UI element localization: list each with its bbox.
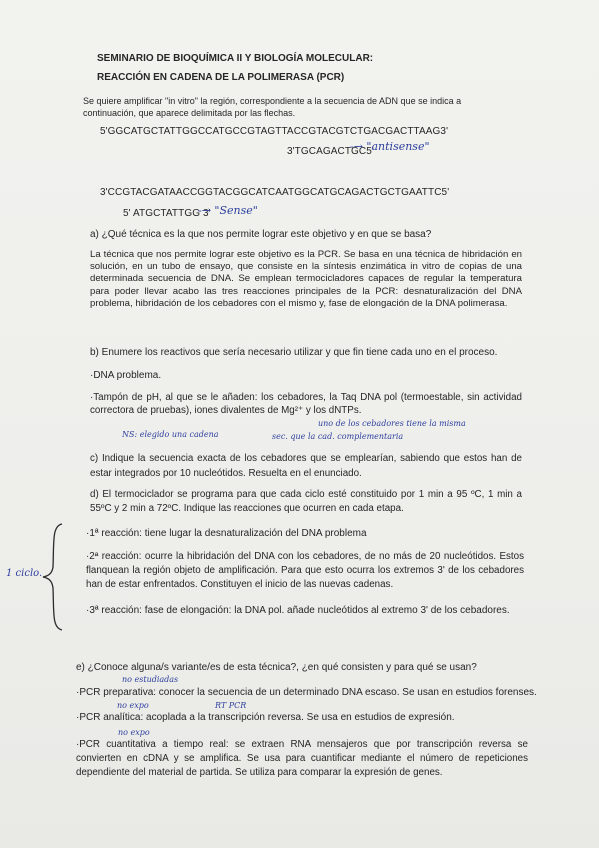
handwritten-sense-note: -→ "Sense"	[198, 204, 258, 217]
step-1: ·1ª reacción: tiene lugar la desnaturalización del DNA problema	[86, 528, 367, 539]
answer-a: La técnica que nos permite lograr este objetivo es la PCR. Se basa en una técnica de hibridación en solución, en un tubo de ensayo, que consiste en la síntesis enzimática in vitro de copias de una determinada secuencia de DNA. Se emplean termocicladores capaces de regular la temperatura para poder llevar acabo las tres reacciones principales de la PCR: desnaturalización del DNA problema, hibridación de los cebadores con el mismo y, fase de elongación de la DNA polimerasa.	[90, 249, 522, 309]
handwritten-note-e2: no expo	[117, 701, 149, 710]
title-line-1: SEMINARIO DE BIOQUÍMICA II Y BIOLOGÍA MOLECULAR:	[97, 53, 374, 64]
intro-line-2: continuación, que aparece delimitada por las flechas.	[83, 108, 296, 118]
variant-quantitative: ·PCR cuantitativa a tiempo real: se extraen RNA mensajeros que por transcripción reversa se convierten en cDNA y se amplifica. Se usa para cuantificar mediante el número de repeticiones dependiente del material de partida. Se utiliza para comparar la expresión de genes.	[76, 739, 528, 778]
handwritten-antisense-note: -→ "antisense"	[350, 140, 430, 153]
question-b: b) Enumere los reactivos que sería necesario utilizar y que fin tiene cada uno en el proceso.	[90, 347, 498, 358]
handwritten-note-c1: uno de los cebadores tiene la misma	[318, 419, 466, 428]
dna-sequence-bottom: 3'CCGTACGATAACCGGTACGGCATCAATGGCATGCAGACTGCTGAATTC5'	[100, 187, 450, 198]
handwritten-cycle-note: 1 ciclo.	[6, 568, 43, 579]
question-c: c) Indique la secuencia exacta de los cebadores que se emplearían, sabiendo que estos han de estar integrados por 10 nucleótidos. Resuelta en el enunciado.	[90, 453, 522, 479]
handwritten-note-e1: no estudiadas	[122, 675, 179, 684]
variant-analytical: ·PCR analítica: acoplada a la transcripción reversa. Se usa en estudios de expresión.	[76, 712, 455, 723]
question-e: e) ¿Conoce alguna/s variante/es de esta técnica?, ¿en qué consisten y para qué se usan?	[76, 662, 477, 673]
handwritten-note-c3: sec. que la cad. complementaria	[272, 432, 404, 441]
question-a: a) ¿Qué técnica es la que nos permite lograr este objetivo y en que se basa?	[90, 229, 432, 240]
handwritten-note-e4: no expo	[118, 728, 150, 737]
dna-sequence-top: 5'GGCATGCTATTGGCCATGCCGTAGTTACCGTACGTCTGACGACTTAAG3'	[100, 126, 449, 137]
brace-icon	[38, 522, 66, 632]
intro-line-1: Se quiere amplificar "in vitro" la región, correspondiente a la secuencia de ADN que se indica a	[83, 96, 462, 106]
step-2: ·2ª reacción: ocurre la hibridación del DNA con los cebadores, de no más de 20 nucleótidos. Estos flanquean la región objeto de amplificación. Para que esto ocurra los extremos 3' de los cebadores han de estar enfrentados. Constituyen el inicio de las nuevas cadenas.	[86, 551, 524, 590]
question-d: d) El termociclador se programa para que cada ciclo esté constituido por 1 min a 95 ºC, 1 min a 55ºC y 2 min a 72ºC. Indique las reacciones que ocurren en cada etapa.	[90, 489, 522, 514]
primer-antisense: 3'TGCAGACTGC5'	[287, 146, 374, 157]
handwritten-note-e3: RT PCR	[215, 701, 247, 710]
title-line-2: REACCIÓN EN CADENA DE LA POLIMERASA (PCR)	[97, 72, 345, 83]
answer-b-buffer: ·Tampón de pH, al que se le añaden: los cebadores, la Taq DNA pol (termoestable, sin actividad correctora de pruebas), iones divalentes de Mg²⁺ y los dNTPs.	[90, 392, 522, 416]
variant-preparative: ·PCR preparativa: conocer la secuencia de un determinado DNA escaso. Se usan en estudios forenses.	[76, 687, 537, 698]
answer-b-dna: ·DNA problema.	[90, 370, 162, 381]
primer-sense: 5' ATGCTATTGG 3'	[123, 208, 211, 219]
step-3: ·3ª reacción: fase de elongación: la DNA pol. añade nucleótidos al extremo 3' de los cebadores.	[86, 605, 510, 616]
handwritten-note-c2: NS: elegido una cadena	[122, 430, 219, 439]
